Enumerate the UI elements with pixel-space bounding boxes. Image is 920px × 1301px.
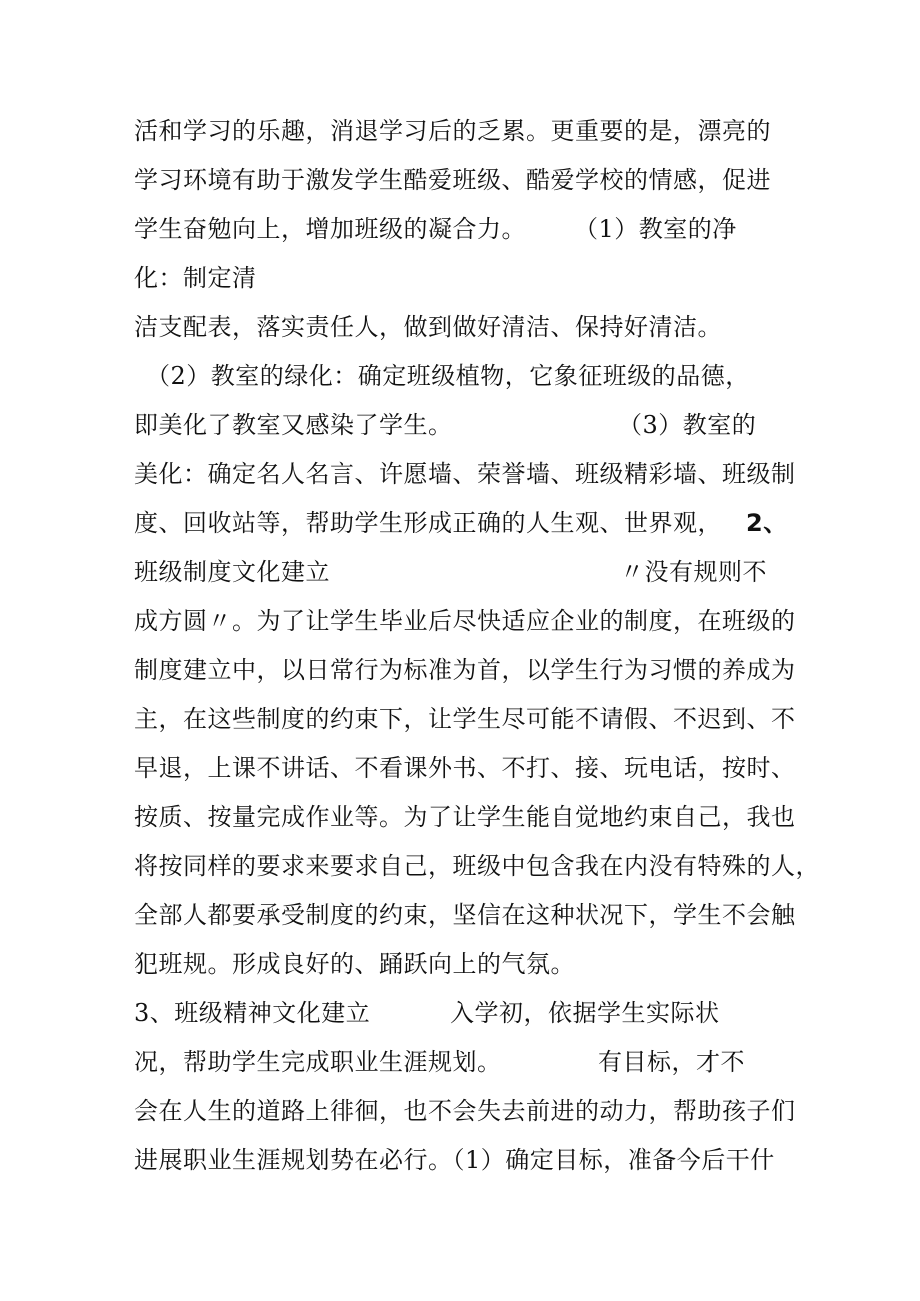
text-line: 按质、按量完成作业等。为了让学生能自觉地约束自己，我也 [134,803,796,831]
text-line: 制度建立中，以日常行为标准为首，以学生行为习惯的养成为 [134,656,796,684]
text-line: 学习环境有助于激发学生酷爱班级、酷爱学校的情感，促进 [134,166,771,194]
text-line: 主，在这些制度的约束下，让学生尽可能不请假、不迟到、不 [134,705,796,733]
text-line: 会在人生的道路上徘徊，也不会失去前进的动力，帮助孩子们 [134,1097,796,1125]
text-line: 全部人都要承受制度的约束，坚信在这种状况下，学生不会触 [134,901,796,929]
text-line: 〃没有规则不 [620,558,767,586]
text-line: （2）教室的绿化：确定班级植物，它象征班级的品德， [146,362,750,390]
text-line: 洁支配表，落实责任人，做到做好清洁、保持好清洁。 [134,313,722,341]
text-line: 美化：确定名人名言、许愿墙、荣誉墙、班级精彩墙、班级制 [134,460,796,488]
text-line: （1）教室的净 [574,215,737,243]
text-line: 进展职业生涯规划势在必行。（1）确定目标，准备今后干什 [134,1146,775,1174]
text-line: 早退，上课不讲话、不看课外书、不打、接、玩电话，按时、 [134,754,796,782]
text-line: 入学初，依据学生实际状 [450,999,720,1027]
text-line: 化：制定清 [134,264,257,292]
text-line: （3）教室的 [618,411,757,439]
text-line: 况，帮助学生完成职业生涯规划。 [134,1048,502,1076]
section-heading: 班级制度文化建立 [134,558,330,586]
text-line: 活和学习的乐趣，消退学习后的乏累。更重要的是，漂亮的 [134,117,771,145]
section-number: 2、 [746,509,788,537]
text-line: 有目标，才不 [598,1048,745,1076]
text-line: 将按同样的要求来要求自己，班级中包含我在内没有特殊的人， [134,852,820,880]
text-line: 即美化了教室又感染了学生。 [134,411,453,439]
text-line: 犯班规。形成良好的、踊跃向上的气氛。 [134,950,575,978]
text-line: 学生奋勉向上，增加班级的凝合力。 [134,215,526,243]
text-line: 成方圆〃。为了让学生毕业后尽快适应企业的制度，在班级的 [134,607,796,635]
text-line: 度、回收站等，帮助学生形成正确的人生观、世界观， [134,509,722,537]
section-heading: 3、班级精神文化建立 [134,999,371,1027]
